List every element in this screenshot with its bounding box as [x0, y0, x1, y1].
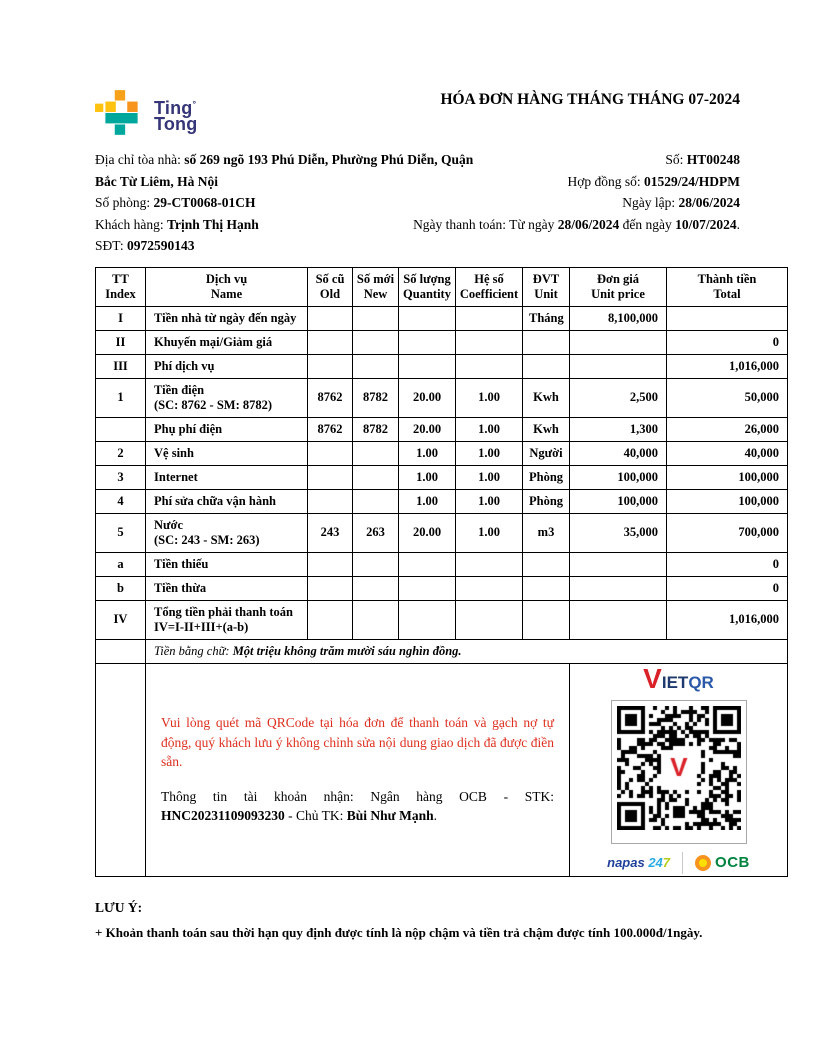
- table-cell: [399, 306, 456, 330]
- table-cell: Phí dịch vụ: [146, 354, 308, 378]
- column-header: Số mới New: [353, 267, 399, 306]
- table-cell: I: [96, 306, 146, 330]
- table-cell: [523, 576, 570, 600]
- table-row: [96, 465, 788, 489]
- column-header: TT Index: [96, 267, 146, 306]
- table-cell: 1,016,000: [667, 600, 788, 639]
- payment-instructions: [146, 663, 570, 876]
- payment-row: [96, 663, 788, 876]
- table-row: [96, 417, 788, 441]
- table-cell: [399, 600, 456, 639]
- table-cell: [570, 576, 667, 600]
- table-cell: 100,000: [570, 465, 667, 489]
- info-right-text: Hợp đồng số: 01529/24/HDPM: [567, 173, 740, 189]
- napas-247-logo: napas 247: [607, 855, 671, 870]
- table-cell: Vệ sinh: [146, 441, 308, 465]
- table-cell: [570, 600, 667, 639]
- table-row: [96, 600, 788, 639]
- table-cell: Tổng tiền phải thanh toán IV=I-II+III+(a-b): [146, 600, 308, 639]
- table-cell: 1.00: [456, 489, 523, 513]
- table-cell: m3: [523, 513, 570, 552]
- table-cell: 8782: [353, 378, 399, 417]
- table-cell: 50,000: [667, 378, 788, 417]
- table-cell: 26,000: [667, 417, 788, 441]
- table-cell: [456, 354, 523, 378]
- table-cell: 1.00: [399, 489, 456, 513]
- table-cell: [308, 465, 353, 489]
- table-cell: [353, 576, 399, 600]
- table-cell: 35,000: [570, 513, 667, 552]
- table-cell: 1,016,000: [667, 354, 788, 378]
- table-cell: Phí sửa chữa vận hành: [146, 489, 308, 513]
- info-right-text: Ngày thanh toán: Từ ngày 28/06/2024 đến ngày 10/07/2024.: [413, 216, 740, 232]
- table-row: [96, 441, 788, 465]
- table-cell: 8762: [308, 378, 353, 417]
- table-cell: 0: [667, 576, 788, 600]
- column-header: Đơn giá Unit price: [570, 267, 667, 306]
- table-cell: Kwh: [523, 417, 570, 441]
- amount-in-words: Tiền bằng chữ: Một triệu không trăm mười sáu nghìn đồng.: [146, 639, 788, 663]
- table-cell: [96, 663, 146, 876]
- info-left-text: SĐT: 0972590143: [95, 238, 195, 253]
- table-cell: [570, 354, 667, 378]
- table-cell: 40,000: [570, 441, 667, 465]
- table-cell: 1.00: [456, 378, 523, 417]
- info-line: [95, 149, 787, 171]
- table-cell: 100,000: [667, 465, 788, 489]
- table-cell: Tiền thiếu: [146, 552, 308, 576]
- table-cell: Tháng: [523, 306, 570, 330]
- table-cell: [399, 576, 456, 600]
- table-cell: [399, 354, 456, 378]
- column-header: Dịch vụ Name: [146, 267, 308, 306]
- table-cell: 40,000: [667, 441, 788, 465]
- table-cell: Người: [523, 441, 570, 465]
- table-cell: [570, 330, 667, 354]
- receiving-account-info: Thông tin tài khoản nhận: Ngân hàng OCB - STK: HNC20231109093230 - Chủ TK: Bùi Như Mạnh.: [161, 788, 554, 824]
- table-cell: [523, 330, 570, 354]
- table-cell: [399, 330, 456, 354]
- info-right-text: Ngày lập: 28/06/2024: [622, 195, 740, 210]
- table-cell: II: [96, 330, 146, 354]
- table-cell: 3: [96, 465, 146, 489]
- table-row: [96, 489, 788, 513]
- table-cell: 0: [667, 552, 788, 576]
- ocb-icon: [695, 855, 711, 871]
- table-cell: 4: [96, 489, 146, 513]
- info-right-text: Số: HT00248: [665, 152, 740, 167]
- info-left-text: Bắc Từ Liêm, Hà Nội: [95, 173, 218, 189]
- invoice-header: [95, 90, 787, 136]
- table-cell: 8782: [353, 417, 399, 441]
- invoice-info-block: [95, 149, 787, 257]
- info-line: [95, 171, 787, 193]
- table-cell: a: [96, 552, 146, 576]
- table-cell: [523, 552, 570, 576]
- table-cell: 20.00: [399, 513, 456, 552]
- table-cell: [308, 330, 353, 354]
- table-cell: [456, 330, 523, 354]
- table-cell: IV: [96, 600, 146, 639]
- table-cell: 1.00: [399, 465, 456, 489]
- table-cell: 1.00: [456, 465, 523, 489]
- table-cell: [353, 465, 399, 489]
- invoice-title: HÓA ĐƠN HÀNG THÁNG THÁNG 07-2024: [440, 91, 740, 108]
- table-cell: [570, 552, 667, 576]
- table-cell: 8,100,000: [570, 306, 667, 330]
- table-cell: [399, 552, 456, 576]
- table-cell: [308, 354, 353, 378]
- table-row: [96, 513, 788, 552]
- table-cell: Khuyến mại/Giảm giá: [146, 330, 308, 354]
- table-cell: 1.00: [456, 441, 523, 465]
- table-cell: Tiền nhà từ ngày đến ngày: [146, 306, 308, 330]
- table-cell: [353, 489, 399, 513]
- table-row: [96, 576, 788, 600]
- qr-code: [611, 700, 747, 844]
- table-cell: [456, 552, 523, 576]
- table-cell: 2,500: [570, 378, 667, 417]
- column-header: Số cũ Old: [308, 267, 353, 306]
- table-cell: 20.00: [399, 378, 456, 417]
- info-right-text: [740, 235, 787, 257]
- bank-logos: [570, 852, 787, 874]
- info-line: [95, 192, 787, 214]
- table-cell: Tiền thừa: [146, 576, 308, 600]
- table-cell: [353, 552, 399, 576]
- table-cell: [353, 330, 399, 354]
- table-cell: 2: [96, 441, 146, 465]
- table-cell: 1,300: [570, 417, 667, 441]
- table-cell: [96, 639, 146, 663]
- table-cell: 8762: [308, 417, 353, 441]
- table-row: [96, 330, 788, 354]
- table-cell: [308, 552, 353, 576]
- column-header: Số lượng Quantity: [399, 267, 456, 306]
- table-cell: [308, 489, 353, 513]
- amount-in-words-row: [96, 639, 788, 663]
- table-cell: [308, 576, 353, 600]
- table-cell: [308, 600, 353, 639]
- table-cell: 1.00: [456, 513, 523, 552]
- footer-notes: [95, 900, 787, 941]
- table-row: [96, 552, 788, 576]
- table-cell: [353, 441, 399, 465]
- column-header: Hệ số Coefficient: [456, 267, 523, 306]
- table-cell: 1.00: [456, 417, 523, 441]
- table-cell: 100,000: [570, 489, 667, 513]
- column-header: Thành tiền Total: [667, 267, 788, 306]
- info-left-text: Số phòng: 29-CT0068-01CH: [95, 195, 256, 210]
- table-cell: 263: [353, 513, 399, 552]
- info-line: [95, 235, 787, 257]
- table-header-row: [96, 267, 788, 306]
- table-cell: Tiền điện (SC: 8762 - SM: 8782): [146, 378, 308, 417]
- column-header: ĐVT Unit: [523, 267, 570, 306]
- footer-heading: LƯU Ý:: [95, 899, 143, 915]
- vietqr-logo: VIETQR: [643, 663, 714, 694]
- table-cell: III: [96, 354, 146, 378]
- table-cell: 1: [96, 378, 146, 417]
- table-cell: [353, 600, 399, 639]
- late-payment-note: + Khoản thanh toán sau thời hạn quy định được tính là nộp chậm và tiền trả chậm được tính 100.000đ/1ngày.: [95, 924, 703, 940]
- ocb-logo: OCB: [695, 855, 750, 871]
- table-cell: 100,000: [667, 489, 788, 513]
- table-cell: [523, 354, 570, 378]
- table-cell: [523, 600, 570, 639]
- table-cell: 1.00: [399, 441, 456, 465]
- invoice-table: [95, 267, 788, 877]
- table-row: [96, 306, 788, 330]
- table-cell: 20.00: [399, 417, 456, 441]
- table-cell: [308, 306, 353, 330]
- table-cell: Phụ phí điện: [146, 417, 308, 441]
- table-cell: Nước (SC: 243 - SM: 263): [146, 513, 308, 552]
- table-cell: Phòng: [523, 489, 570, 513]
- qr-payment-note: Vui lòng quét mã QRCode tại hóa đơn để thanh toán và gạch nợ tự động, quý khách lưu ý không chỉnh sửa nội dung giao dịch đã được điền sẵn.: [161, 715, 554, 770]
- table-cell: Kwh: [523, 378, 570, 417]
- table-cell: [667, 306, 788, 330]
- table-cell: [456, 576, 523, 600]
- table-cell: [96, 417, 146, 441]
- table-row: [96, 378, 788, 417]
- vietqr-panel: [570, 663, 788, 876]
- tingtong-logo-icon: [95, 90, 147, 136]
- table-cell: [353, 306, 399, 330]
- table-cell: [456, 600, 523, 639]
- table-cell: 0: [667, 330, 788, 354]
- table-cell: [308, 441, 353, 465]
- tingtong-logo-text: Ting° Tong: [154, 98, 198, 134]
- info-line: [95, 214, 787, 236]
- info-left-text: Khách hàng: Trịnh Thị Hạnh: [95, 216, 259, 232]
- table-cell: 700,000: [667, 513, 788, 552]
- table-cell: 243: [308, 513, 353, 552]
- table-cell: Internet: [146, 465, 308, 489]
- divider: [682, 852, 683, 874]
- table-cell: [353, 354, 399, 378]
- tingtong-logo: [95, 90, 197, 136]
- table-cell: b: [96, 576, 146, 600]
- table-cell: Phòng: [523, 465, 570, 489]
- table-cell: 5: [96, 513, 146, 552]
- info-left-text: Địa chỉ tòa nhà: số 269 ngõ 193 Phú Diễn, Phường Phú Diễn, Quận: [95, 152, 474, 167]
- table-cell: [456, 306, 523, 330]
- table-row: [96, 354, 788, 378]
